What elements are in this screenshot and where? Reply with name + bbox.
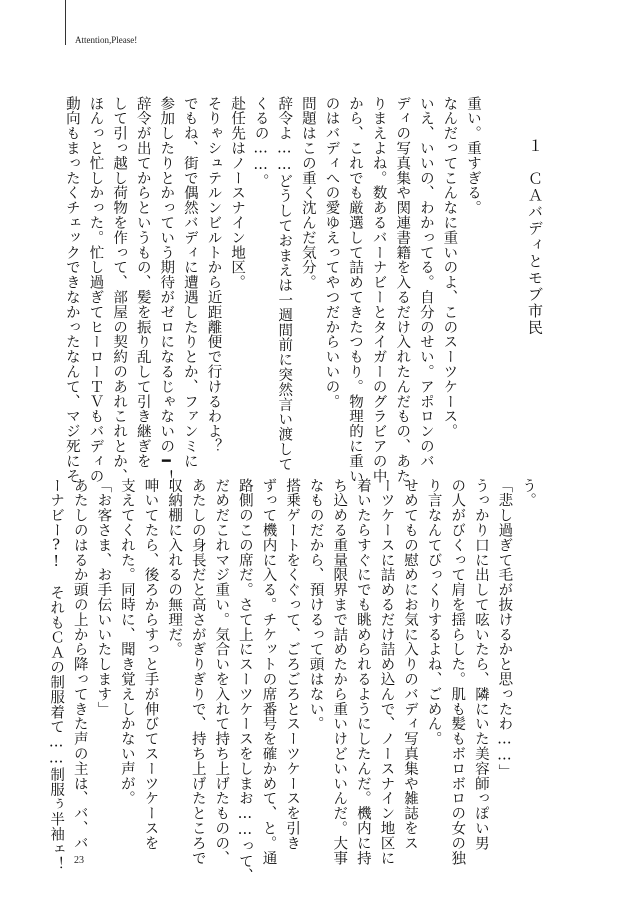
text-line: 辞令よ……どうしておまえは一週間前に突然言い渡して <box>276 96 293 472</box>
text-line: ち込める重量限界まで詰めたから重いけどいいんだ。大事 <box>331 478 348 866</box>
text-line: して引っ越し荷物を作って、部屋の契約のあれこれとか、 <box>111 96 128 484</box>
text-line: 支えてくれた。同時に、聞き覚えしかない声が。 <box>118 478 135 806</box>
text-line: なんだってこんなに重いのよ、このスーツケース。 <box>441 96 458 439</box>
text-line: あたしの身長だと高さがぎりぎりで、持ち上げたところで <box>189 478 206 866</box>
text-line: のはバディへの愛ゆえってやつだからいいの。 <box>323 96 340 409</box>
text-line: 参加したりとかっていう期待がゼロになるじゃないの━！ <box>158 96 175 485</box>
text-line: なものだから、預けるって頭はない。 <box>307 478 324 732</box>
page-number: 23 <box>74 855 84 866</box>
text-line: から、これでも厳選して詰めてきたつもり。物理的に重い <box>347 96 364 484</box>
text-line: り言なんてびっくりするよね、ごめん。 <box>425 478 442 747</box>
text-line: 動向もまったくチェックできなかったなんて、マジ死にそ <box>63 96 80 484</box>
text-line: ほんっと忙しかった。忙し過ぎてヒーローＴＶもバディの <box>87 96 104 484</box>
upper-text-block <box>59 96 484 485</box>
text-line: いえ、いいの、わかってる。自分のせい。アポロンのバ <box>417 96 434 469</box>
text-line: 「お客さま、お手伝いいたします」 <box>95 478 112 717</box>
text-line: 呻いてたら、後ろからすっと手が伸びてスーツケースを <box>142 478 159 851</box>
text-line: 重い。重すぎる。 <box>465 96 481 216</box>
text-line: 「悲し過ぎて毛が抜けるかと思ったわ……」 <box>496 478 513 779</box>
text-line: 搭乗ゲートをくぐって、ごろごろとスーツケースを引き <box>284 478 301 851</box>
text-line: 収納棚に入れるの無理だ。 <box>166 478 183 657</box>
text-line: の人がびくって肩を揺らした。肌も髪もボロボロの女の独 <box>449 478 466 866</box>
text-line: ディの写真集や関連書籍を入るだけ入れたんだもの、あた <box>394 96 411 484</box>
text-line: だめだこれマジ重い。気合いを入れて持ち上げたものの、 <box>213 478 230 866</box>
text-line: あたしのはるか頭の上から降ってきた声の主は、バ、バ <box>71 478 88 851</box>
text-line: りまえよね。数あるバーナビーとタイガーのグラビアの中 <box>370 96 387 484</box>
text-line: 路側のこの席だ。さて上にスーツケースをしまお……って、 <box>236 478 253 884</box>
text-line: うっかり口に出して呟いたら、隣にいた美容師っぽい男 <box>472 478 489 851</box>
text-line: 辞令が出てからというもの、髪を振り乱して引き継ぎを <box>134 96 151 469</box>
text-line: 着いたらすぐにでも眺められるようにしたんだ。機内に持 <box>354 478 371 866</box>
text-line: ーナビー?! それもＣＡの制服着て……制服ぅ半袖ェ！ <box>48 478 65 872</box>
running-header: Attention,Please! <box>75 35 138 45</box>
text-line: 問題はこの重く沈んだ気分。 <box>299 96 316 290</box>
text-line: ーツケースに詰めるだけ詰め込んで、ノースナイン地区に <box>378 478 395 866</box>
text-line: う。 <box>520 478 536 508</box>
text-line: そりゃシュテルンビルトから近距離便で行けるわよ？ <box>205 96 222 454</box>
text-line: せめてもの慰めにお気に入りのバディ写真集や雑誌をス <box>402 478 419 851</box>
margin-rule <box>65 0 66 45</box>
chapter-title: １ ＣＡバディとモブ市民 <box>526 138 544 336</box>
text-line: くるの……。 <box>252 96 269 189</box>
text-line: でもね、街で偶然バディに遭遇したりとか、ファンミに <box>181 96 198 469</box>
text-line: 赴任先はノースナイン地区。 <box>229 96 246 290</box>
text-line: ずって機内に入る。チケットの席番号を確かめて、と。通 <box>260 478 277 866</box>
